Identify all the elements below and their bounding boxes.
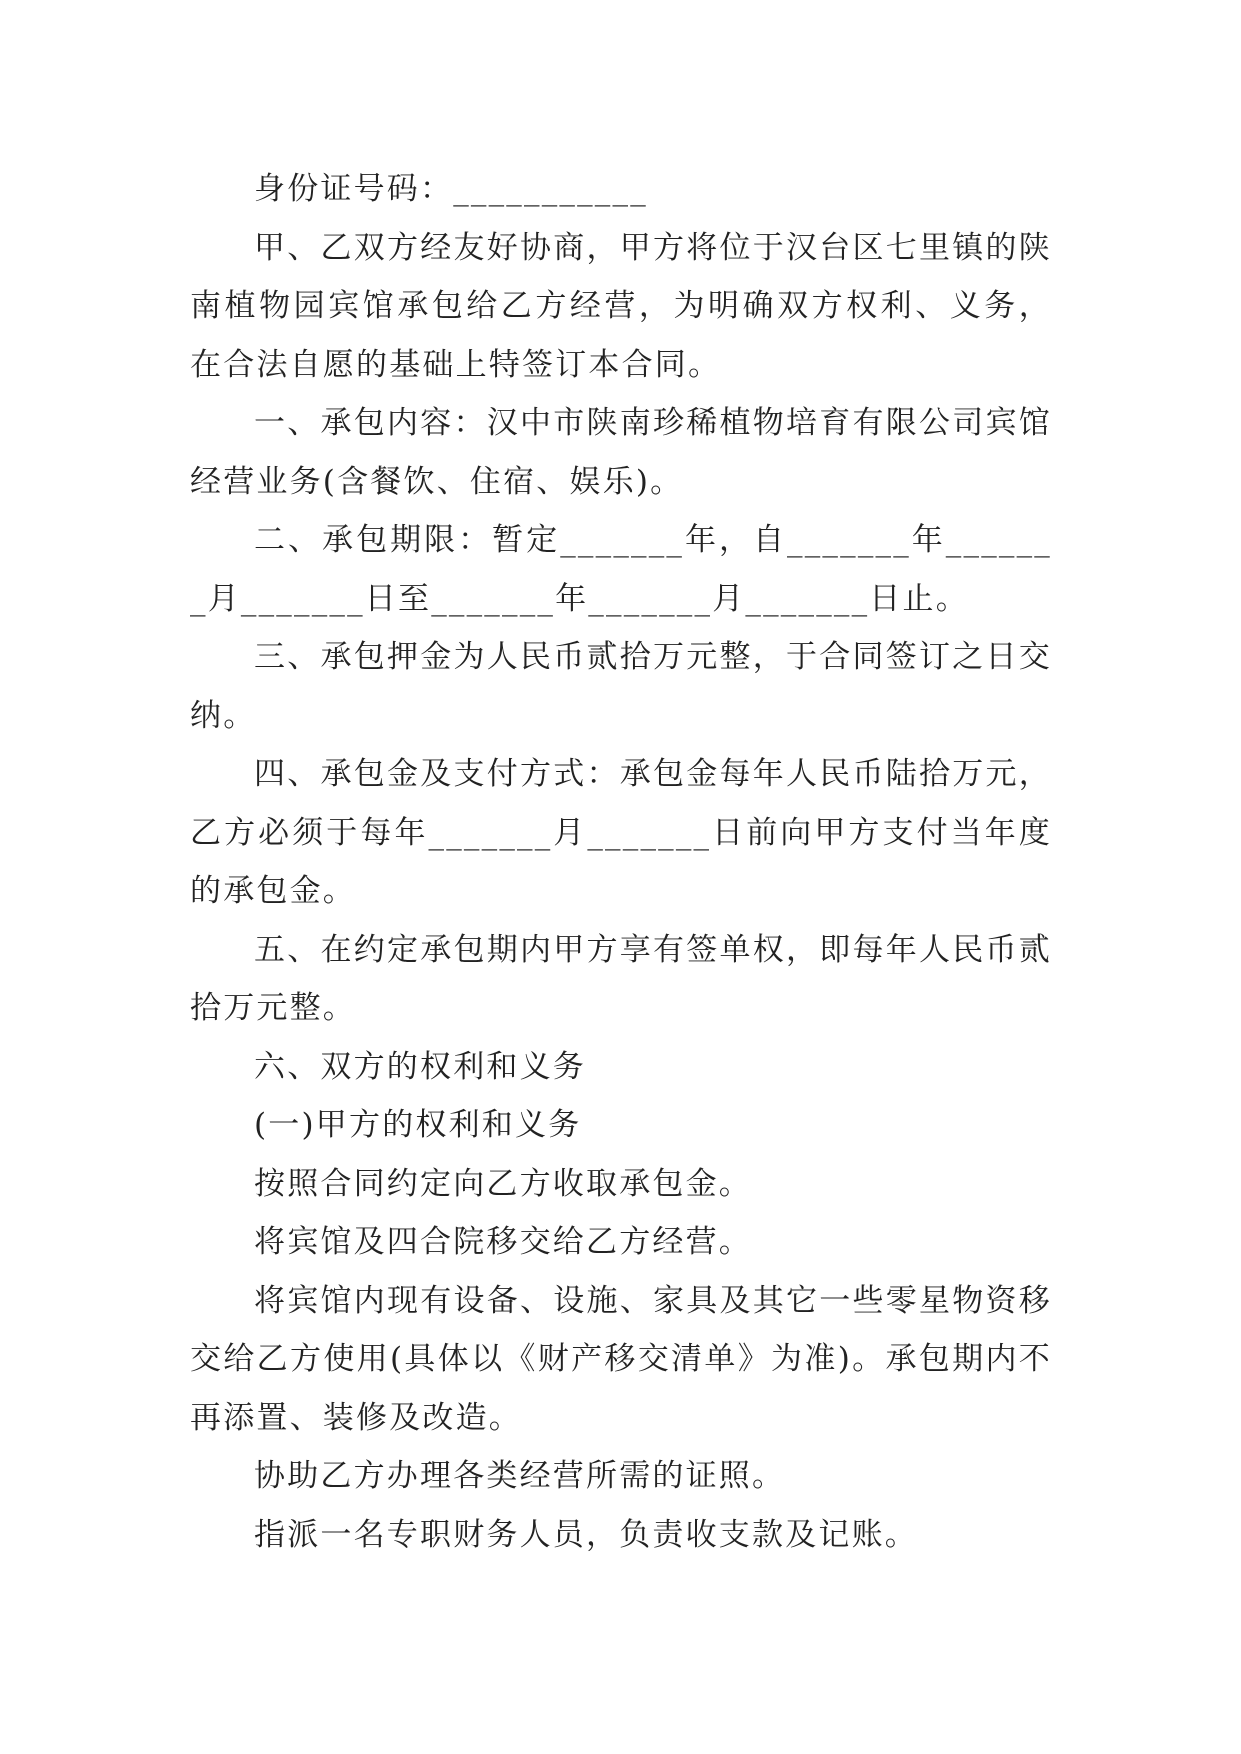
id-number-line: 身份证号码：___________ — [254, 171, 648, 207]
clause-2-contract-term: 二、承包期限：暂定_______年，自_______年_______月_______日至_______年_______月_______日止。 — [190, 522, 1052, 617]
clause-6-heading: 六、双方的权利和义务 — [254, 1048, 586, 1085]
party-a-item-2: 将宾馆及四合院移交给乙方经营。 — [254, 1224, 752, 1260]
clause-1-contract-content: 一、承包内容：汉中市陕南珍稀植物培育有限公司宾馆经营业务(含餐饮、住宿、娱乐)。 — [190, 405, 1052, 500]
clause-4-payment: 四、承包金及支付方式：承包金每年人民币陆拾万元，乙方必须于每年_______月_______日前向甲方支付当年度的承包金。 — [190, 756, 1052, 909]
subsection-party-a-heading: (一)甲方的权利和义务 — [254, 1107, 582, 1143]
party-a-item-3: 将宾馆内现有设备、设施、家具及其它一些零星物资移交给乙方使用(具体以《财产移交清单》为准)。承包期内不再添置、装修及改造。 — [190, 1282, 1052, 1436]
preamble-paragraph: 甲、乙双方经友好协商，甲方将位于汉台区七里镇的陕南植物园宾馆承包给乙方经营，为明确双方权利、义务，在合法自愿的基础上特签订本合同。 — [190, 229, 1052, 383]
party-a-item-1: 按照合同约定向乙方收取承包金。 — [254, 1165, 752, 1202]
party-a-item-4: 协助乙方办理各类经营所需的证照。 — [254, 1458, 786, 1494]
clause-5-signing-right: 五、在约定承包期内甲方享有签单权，即每年人民币贰拾万元整。 — [190, 931, 1052, 1026]
document-body — [190, 160, 1052, 1564]
party-a-item-5: 指派一名专职财务人员，负责收支款及记账。 — [254, 1516, 918, 1553]
clause-3-deposit: 三、承包押金为人民币贰拾万元整，于合同签订之日交纳。 — [190, 639, 1052, 734]
